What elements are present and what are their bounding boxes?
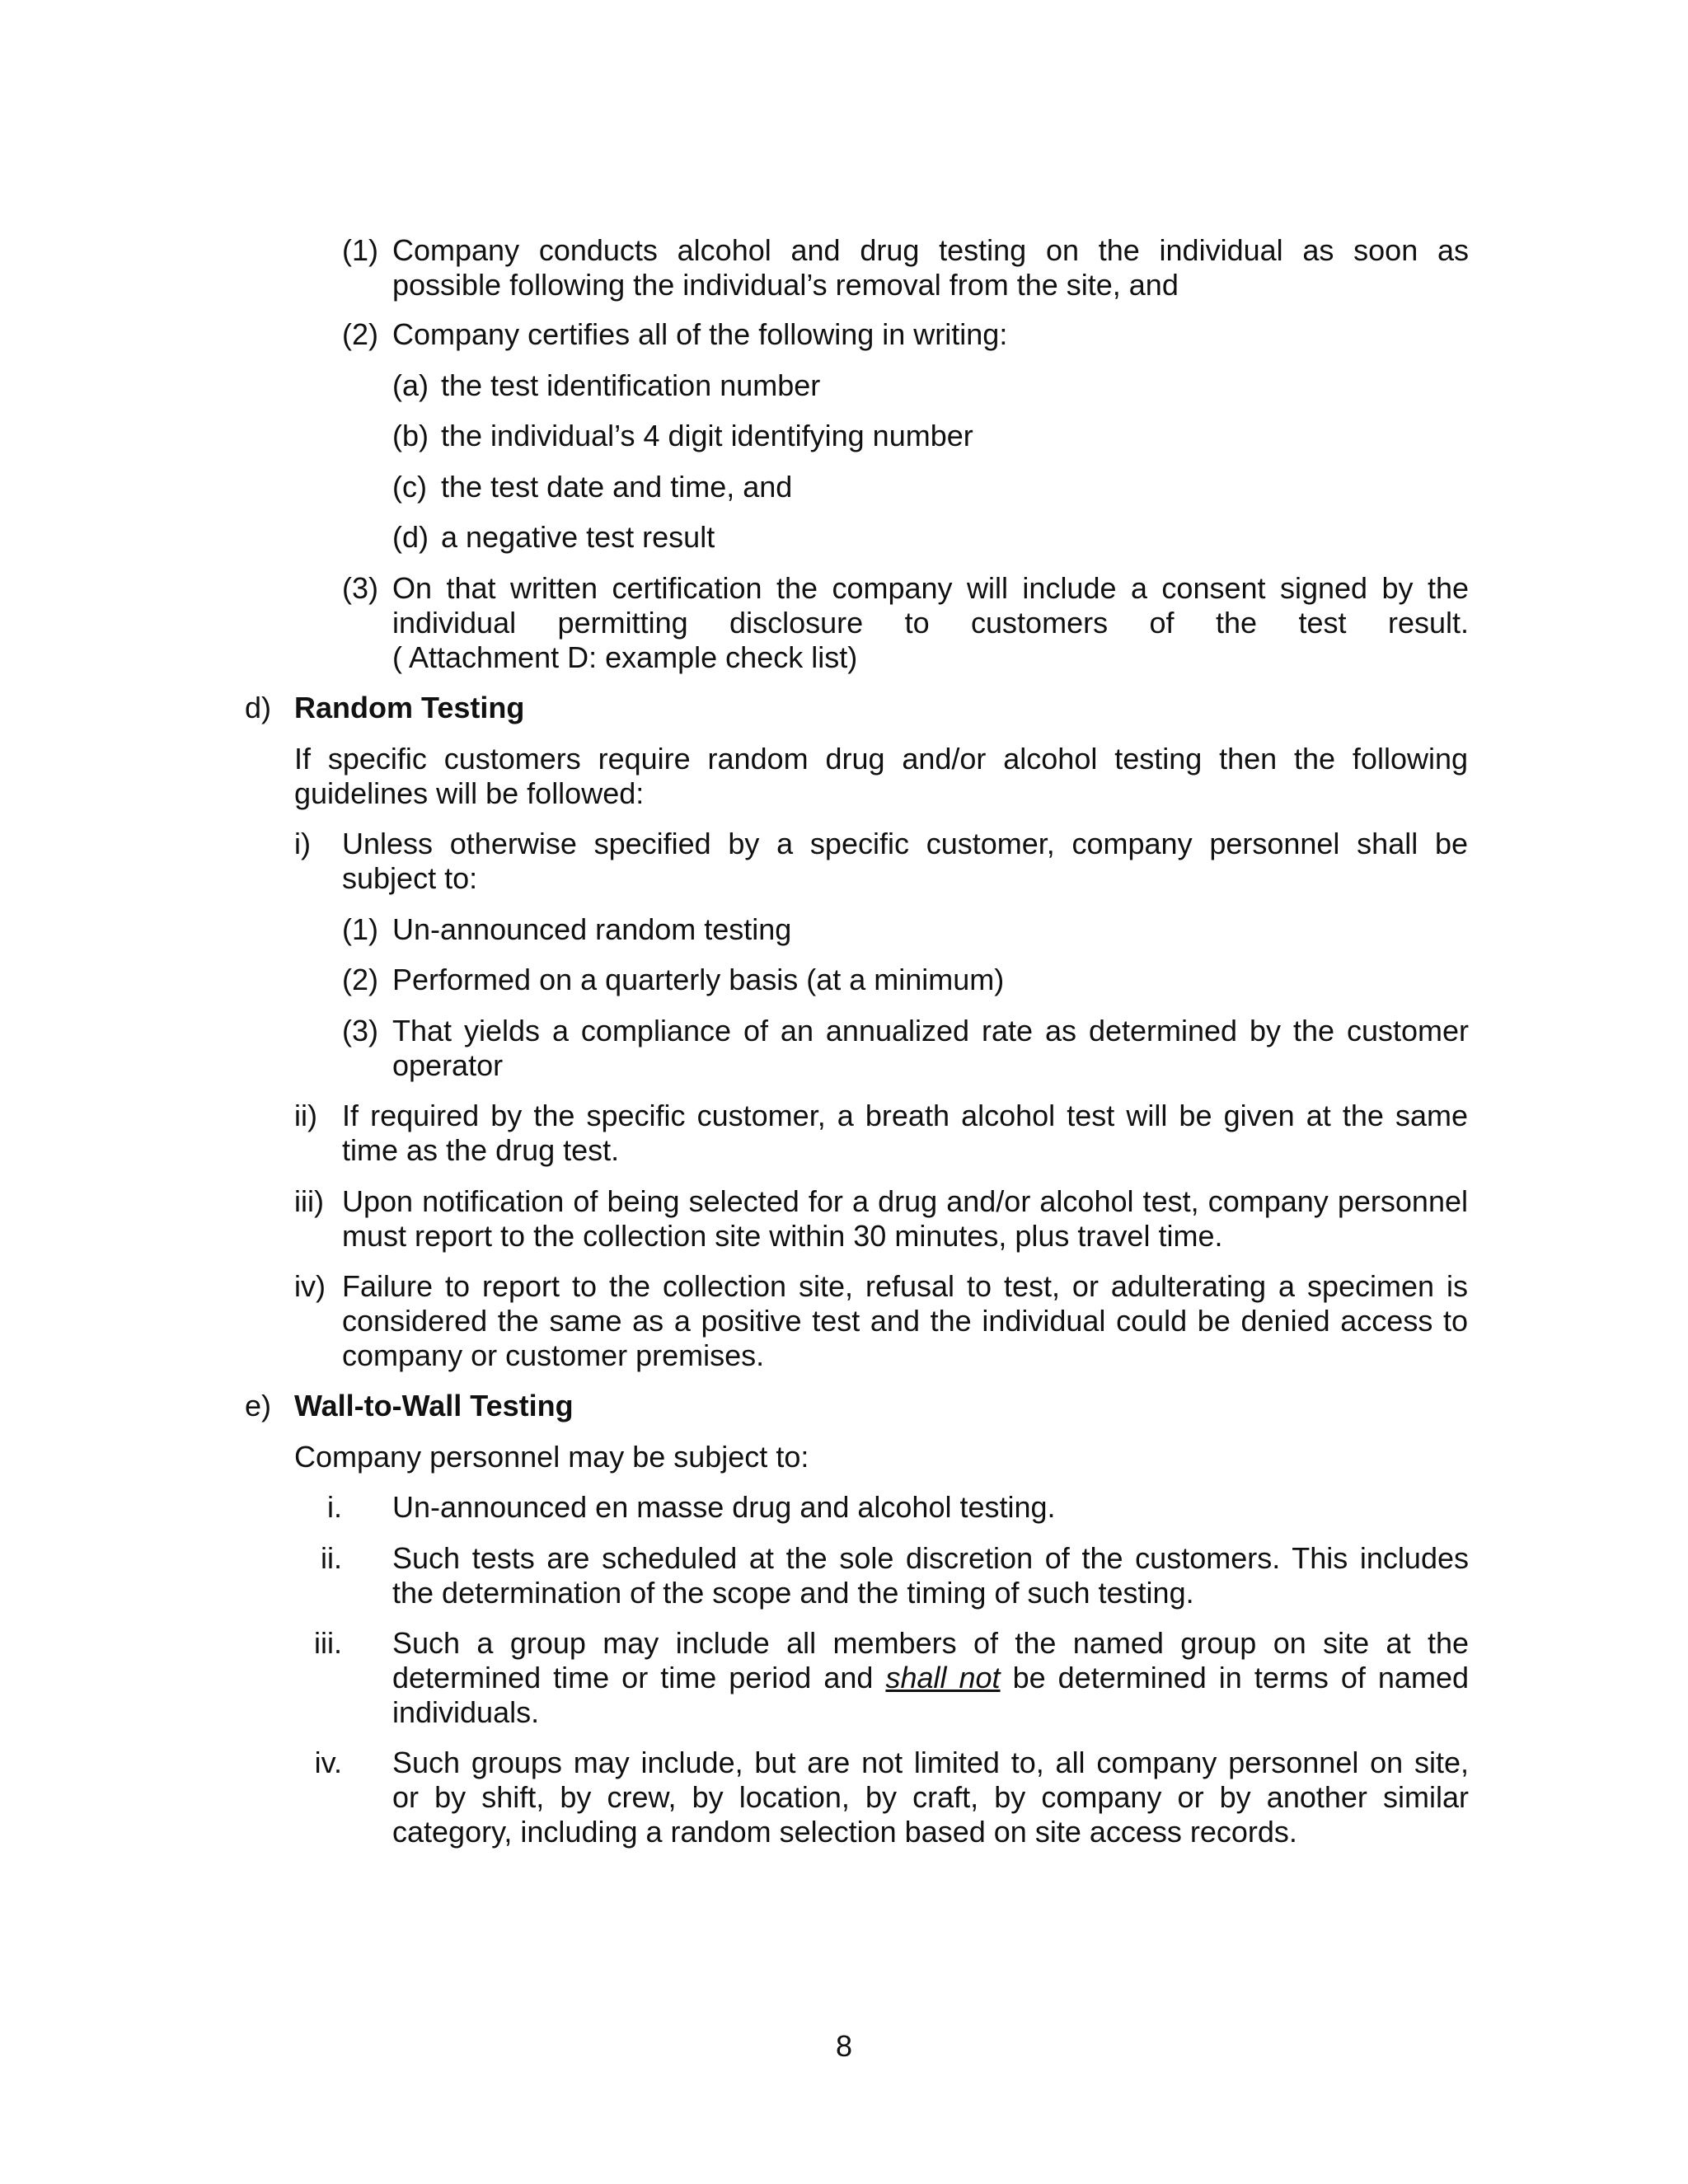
- roman-label: i): [294, 827, 311, 860]
- paragraph-line: Company personnel may be subject to:: [294, 1440, 809, 1474]
- roman-label: iii.: [314, 1626, 342, 1660]
- list-text-line: possible following the individual’s removal from the site, and: [392, 268, 1179, 302]
- roman-text-line: [392, 1661, 1469, 1695]
- emphasis-text: shall not: [885, 1661, 1001, 1694]
- list-text-line: That yields a compliance of an annualized rate as determined by the customer: [392, 1014, 1469, 1047]
- roman-text-line: subject to:: [342, 861, 478, 895]
- sub-text: the test date and time, and: [441, 470, 793, 504]
- roman-text-line: category, including a random selection based on site access records.: [392, 1815, 1297, 1849]
- sub-label: (d): [392, 520, 429, 554]
- list-label: (2): [342, 963, 378, 996]
- roman-text-line: the determination of the scope and the timing of such testing.: [392, 1576, 1194, 1610]
- roman-text-line: Un-announced en masse drug and alcohol testing.: [392, 1490, 1056, 1524]
- list-label: (1): [342, 233, 378, 267]
- sub-label: (c): [392, 470, 427, 504]
- sub-text: the test identification number: [441, 368, 821, 402]
- list-label: (3): [342, 571, 378, 605]
- roman-text-line: must report to the collection site within 30 minutes, plus travel time.: [342, 1219, 1223, 1253]
- list-text-line: On that written certification the company will include a consent signed by the: [392, 571, 1469, 605]
- list-label: (2): [342, 317, 378, 351]
- roman-text-line: Unless otherwise specified by a specific customer, company personnel shall be: [342, 827, 1468, 860]
- roman-label: iv): [294, 1269, 326, 1303]
- list-text-line: Performed on a quarterly basis (at a minimum): [392, 963, 1005, 996]
- sub-text: the individual’s 4 digit identifying number: [441, 419, 973, 452]
- list-text-line: operator: [392, 1048, 504, 1082]
- roman-label: i.: [327, 1490, 342, 1524]
- roman-text-line: Such a group may include all members of the named group on site at the: [392, 1626, 1469, 1660]
- roman-label: ii.: [321, 1541, 342, 1575]
- section-heading: Wall-to-Wall Testing: [294, 1389, 574, 1422]
- roman-text-line: or by shift, by crew, by location, by craft, by company or by another similar: [392, 1780, 1469, 1814]
- roman-text-line: time as the drug test.: [342, 1133, 620, 1167]
- sub-label: (b): [392, 419, 429, 452]
- roman-text-line: Such groups may include, but are not limited to, all company personnel on site,: [392, 1746, 1469, 1779]
- text-fragment: determined time or time period and: [392, 1661, 874, 1694]
- sub-label: (a): [392, 368, 429, 402]
- list-text-line: Company certifies all of the following in writing:: [392, 317, 1008, 351]
- list-text-line: Un-announced random testing: [392, 912, 792, 946]
- roman-text-line: Such tests are scheduled at the sole discretion of the customers. This includes: [392, 1541, 1469, 1575]
- section-heading: Random Testing: [294, 691, 525, 724]
- section-label: e): [245, 1389, 272, 1422]
- list-text-line: Company conducts alcohol and drug testing on the individual as soon as: [392, 233, 1469, 267]
- page-number: 8: [835, 2029, 853, 2063]
- roman-text-line: individuals.: [392, 1695, 540, 1729]
- sub-text: a negative test result: [441, 520, 715, 554]
- emphasis-underline: [885, 1661, 1000, 1694]
- text-fragment: be determined in terms of named: [1012, 1661, 1469, 1694]
- roman-label: ii): [294, 1099, 317, 1132]
- roman-text-line: Failure to report to the collection site, refusal to test, or adulterating a specimen is: [342, 1269, 1468, 1303]
- roman-text-line: If required by the specific customer, a breath alcohol test will be given at the same: [342, 1099, 1468, 1132]
- section-label: d): [245, 691, 272, 724]
- list-label: (3): [342, 1014, 378, 1047]
- list-text-line: ( Attachment D: example check list): [392, 640, 858, 674]
- list-label: (1): [342, 912, 378, 946]
- roman-text-line: company or customer premises.: [342, 1338, 765, 1372]
- roman-label: iii): [294, 1184, 324, 1218]
- list-text-line: individual permitting disclosure to customers of the test result.: [392, 606, 1469, 640]
- paragraph-line: guidelines will be followed:: [294, 776, 645, 810]
- roman-label: iv.: [314, 1746, 342, 1779]
- roman-text-line: Upon notification of being selected for a drug and/or alcohol test, company personnel: [342, 1184, 1468, 1218]
- paragraph-line: If specific customers require random drug and/or alcohol testing then the following: [294, 742, 1468, 776]
- roman-text-line: considered the same as a positive test and the individual could be denied access to: [342, 1304, 1468, 1338]
